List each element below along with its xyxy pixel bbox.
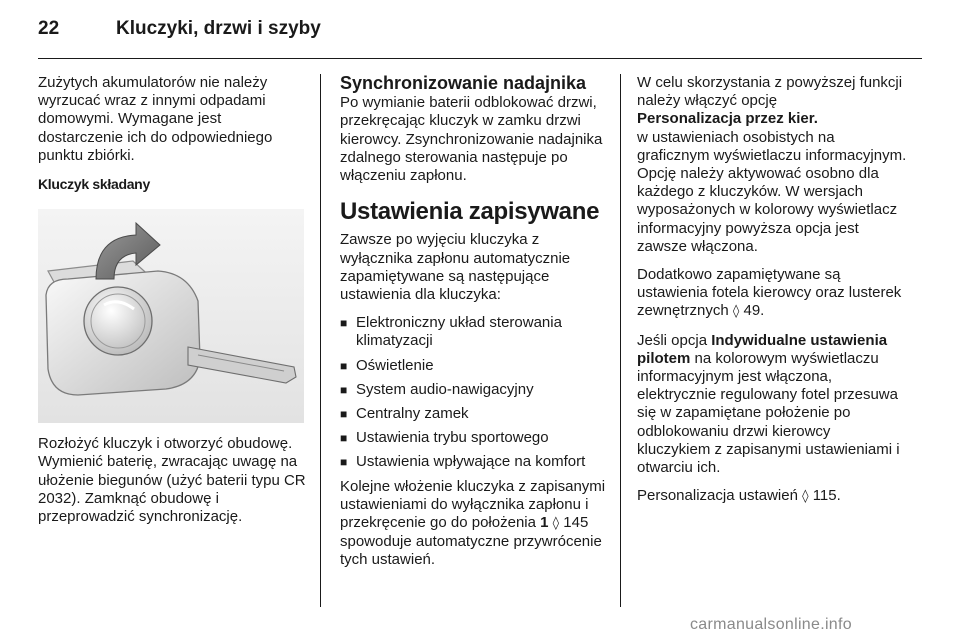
column-divider [320,74,321,607]
personalization-text: W celu skorzystania z powyższej funkcji należy włączyć opcję Personalizacja przez kier. w ustawieniach osobistych na graficznym wyświetlaczu informacyjnym. Opcję należy aktywować osobno dla każdego z kluczyków. W wersjach wyposażonych w kolorowy wyświetlacz informacyjny powyższa opcja jest zawsze włączona. [637,74,907,255]
battery-replacement-instructions: Rozłożyć kluczyk i otworzyć obudowę. Wymienić baterię, zwracając uwagę na ułożenie biegunów (użyć baterii typu CR 2032). Zamknąć obudowę i przeprowadzić synchronizację. [38,435,306,526]
list-item: ■ Oświetlenie [340,357,610,375]
restore-settings-text: Kolejne włożenie kluczyka z zapisanymi ustawieniami do wyłącznika zapłonu i przekręcenie go do położenia 1 ◊ 145 spowoduje automatyczne przywrócenie tych ustawień. [340,477,606,569]
sync-text: Po wymianie baterii odblokować drzwi, przekręcając kluczyk w zamku drzwi kierowcy. Zsynchronizowanie nadajnika zdalnego sterowania następuje po włączeniu zapłonu. [340,94,603,185]
saved-settings-list [340,314,610,471]
list-item: ■ Ustawienia trybu sportowego [340,429,610,447]
page-title: Kluczyki, drzwi i szyby [116,18,321,39]
menu-option-name: Indywidualne ustawienia pilotem [637,331,888,367]
sync-heading: Synchronizowanie nadajnika [340,73,587,93]
column-left [38,74,306,536]
page-reference-icon: ◊ [802,489,809,505]
saved-settings-heading: Ustawienia zapisywane [340,198,600,226]
site-watermark: carmanualsonline.info [690,616,852,633]
list-item: ■ Ustawienia wpływające na komfort [340,453,610,471]
column-right [637,74,907,516]
folding-key-illustration [38,209,304,423]
seat-mirror-text: Dodatkowo zapamiętywane są ustawienia fotela kierowcy oraz lusterek zewnętrznych ◊ 49. [637,266,902,320]
page-header [38,18,922,58]
battery-disposal-note: Zużytych akumulatorów nie należy wyrzucać wraz z innymi odpadami domowymi. Wymagane jest dostarczenie ich do odpowiedniego punktu zbiórki. [38,74,273,164]
menu-option-name: Personalizacja przez kier. [637,110,818,128]
column-divider [620,74,621,607]
page-reference-icon: ◊ [552,516,560,532]
personalization-reference: Personalizacja ustawień ◊ 115. [637,487,841,505]
list-item: ■ Elektroniczny układ sterowania klimatyzacji [340,314,610,350]
column-middle [340,74,610,580]
key-battery-icon [38,209,304,423]
header-divider [38,58,922,59]
seat-memory-text: Jeśli opcja Indywidualne ustawienia pilotem na kolorowym wyświetlaczu informacyjnym jest włączona, elektrycznie regulowany fotel przesuwa się w zapamiętane położenie po odblokowaniu drzwi kierowcy kluczykiem z zapisanymi ustawieniami i otwarciu ich. [637,331,900,477]
list-item: ■ System audio-nawigacyjny [340,381,610,399]
page-reference-icon: ◊ [732,304,740,320]
saved-settings-intro: Zawsze po wyjęciu kluczyka z wyłącznika zapłonu automatycznie zapamiętywane są następujące ustawienia dla kluczyka: [340,231,571,304]
folding-key-heading: Kluczyk składany [38,176,150,193]
page-number: 22 [38,18,60,39]
list-item: ■ Centralny zamek [340,405,610,423]
